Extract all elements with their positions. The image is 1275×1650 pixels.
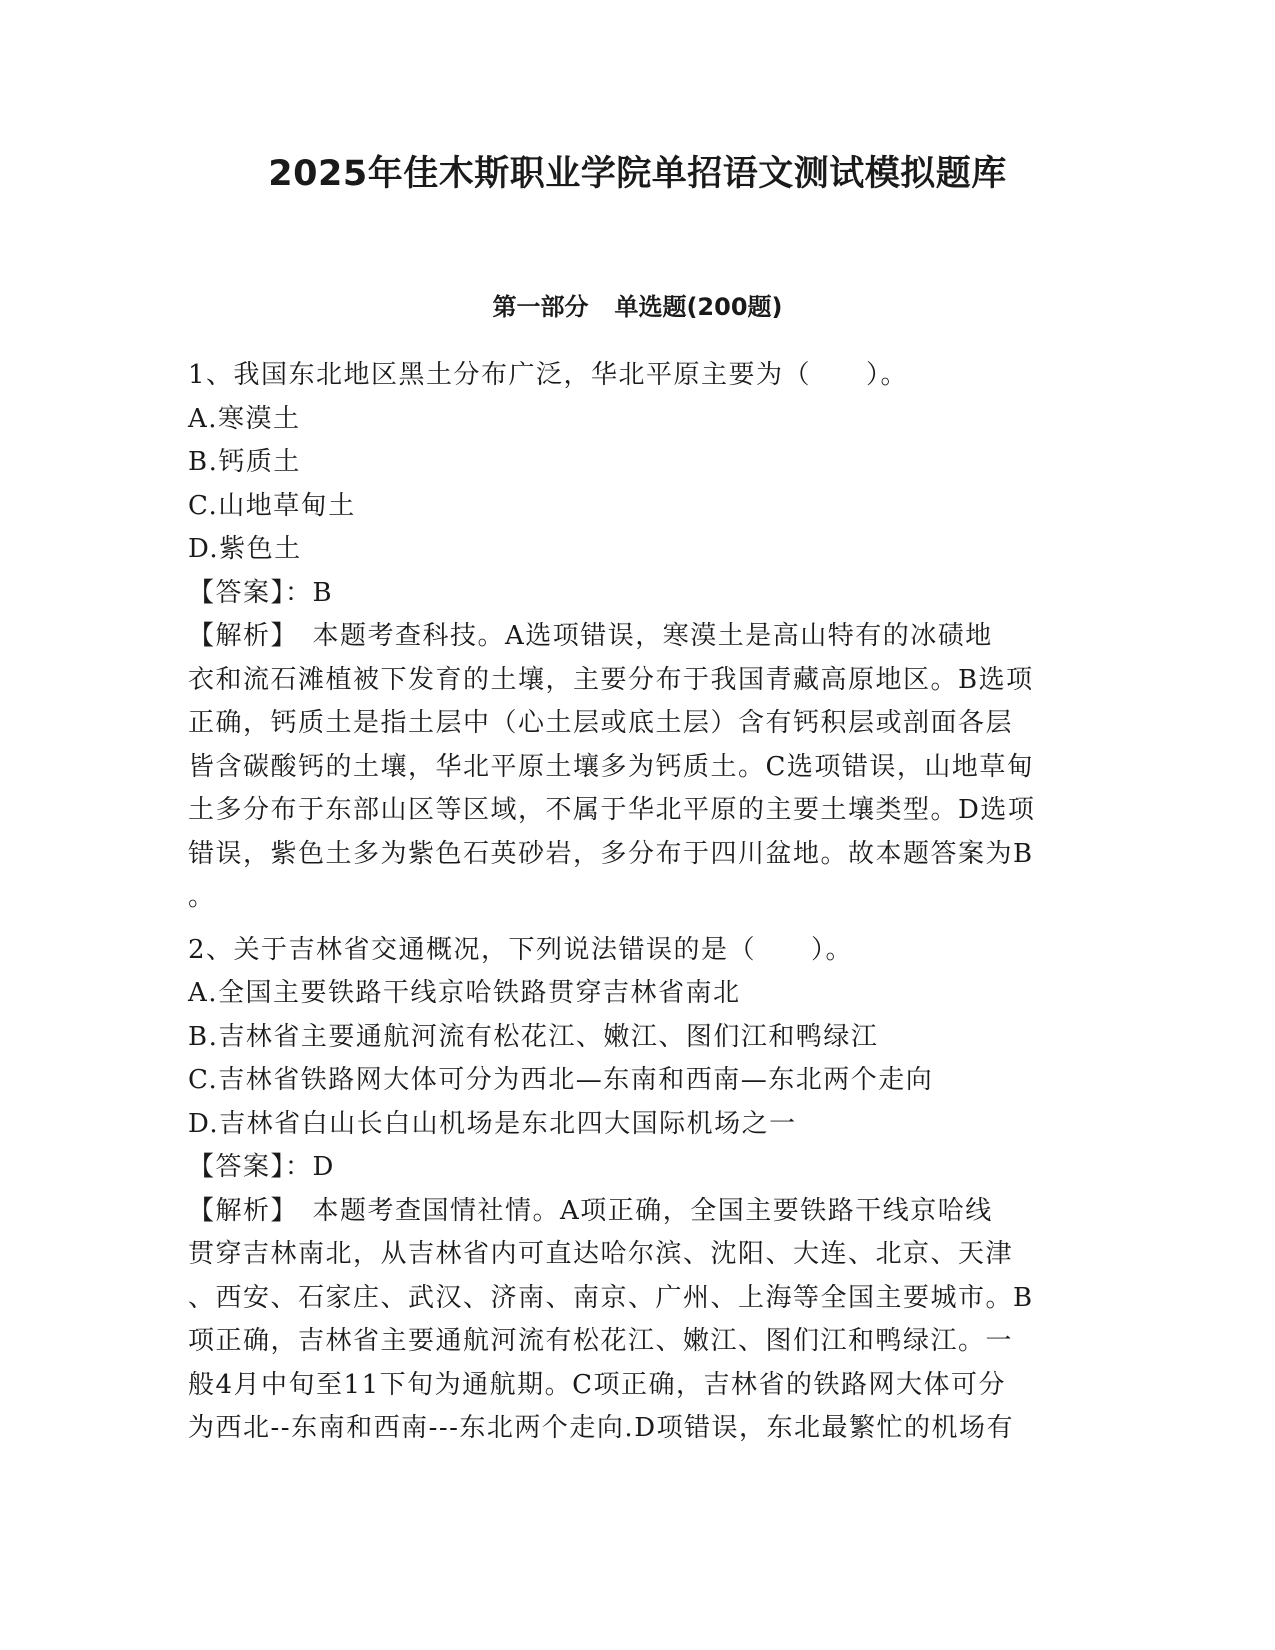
section-part: 第一部分 xyxy=(492,293,589,321)
analysis-line: 为西北--东南和西南---东北两个走向.D项错误，东北最繁忙的机场有 xyxy=(188,1413,1015,1443)
option-c: C.吉林省铁路网大体可分为西北—东南和西南—东北两个走向 xyxy=(188,1065,934,1095)
analysis-line: 般4月中旬至11下旬为通航期。C项正确，吉林省的铁路网大体可分 xyxy=(188,1369,1007,1400)
analysis-line: 正确，钙质土是指土层中（心土层或底土层）含有钙积层或剖面各层 xyxy=(188,708,1014,738)
analysis-line: 皆含碳酸钙的土壤，华北平原土壤多为钙质土。C选项错误，山地草甸 xyxy=(188,751,1035,782)
option-d: D.吉林省白山长白山机场是东北四大国际机场之一 xyxy=(188,1108,797,1139)
answer-value: B xyxy=(312,577,334,608)
document-title: 2025年佳木斯职业学院单招语文测试模拟题库 xyxy=(268,154,1007,194)
question-stem: 1、我国东北地区黑土分布广泛，华北平原主要为（ ）。 xyxy=(188,360,909,390)
question-spacer xyxy=(188,920,1088,929)
option-b: B.吉林省主要通航河流有松花江、嫩江、图们江和鸭绿江 xyxy=(188,1021,879,1052)
analysis-line: 【解析】 本题考查国情社情。A项正确，全国主要铁路干线京哈线 xyxy=(188,1195,993,1226)
analysis-line: 。 xyxy=(188,882,216,912)
question-1 xyxy=(188,354,1088,920)
answer-label: 【答案】： xyxy=(188,1152,313,1182)
answer-label: 【答案】： xyxy=(188,577,313,608)
section-label: 单选题(200题) xyxy=(614,293,783,321)
option-a: A.寒漠土 xyxy=(188,403,301,434)
answer-line xyxy=(188,1146,1088,1190)
analysis-line: 、西安、石家庄、武汉、济南、南京、广州、上海等全国主要城市。B xyxy=(188,1282,1034,1313)
analysis-line: 【解析】 本题考查科技。A选项错误，寒漠土是高山特有的冰碛地 xyxy=(188,621,993,651)
analysis-line: 衣和流石滩植被下发育的土壤，主要分布于我国青藏高原地区。B选项 xyxy=(188,664,1034,695)
section-heading xyxy=(0,289,1275,325)
analysis-line: 土多分布于东部山区等区域，不属于华北平原的主要土壤类型。D选项 xyxy=(188,795,1036,825)
question-stem: 2、关于吉林省交通概况，下列说法错误的是（ ）。 xyxy=(188,934,854,965)
analysis-line: 项正确，吉林省主要通航河流有松花江、嫩江、图们江和鸭绿江。一 xyxy=(188,1326,1014,1356)
option-d: D.紫色土 xyxy=(188,534,302,564)
option-b: B.钙质土 xyxy=(188,447,301,477)
analysis-line: 错误，紫色土多为紫色石英砂岩，多分布于四川盆地。故本题答案为B xyxy=(188,838,1034,869)
question-body xyxy=(188,354,1088,1451)
answer-line xyxy=(188,572,1088,616)
option-a: A.全国主要铁路干线京哈铁路贯穿吉林省南北 xyxy=(188,978,741,1008)
question-2 xyxy=(188,929,1088,1451)
answer-value: D xyxy=(312,1152,335,1182)
analysis-line: 贯穿吉林南北，从吉林省内可直达哈尔滨、沈阳、大连、北京、天津 xyxy=(188,1239,1014,1269)
option-c: C.山地草甸土 xyxy=(188,490,356,521)
